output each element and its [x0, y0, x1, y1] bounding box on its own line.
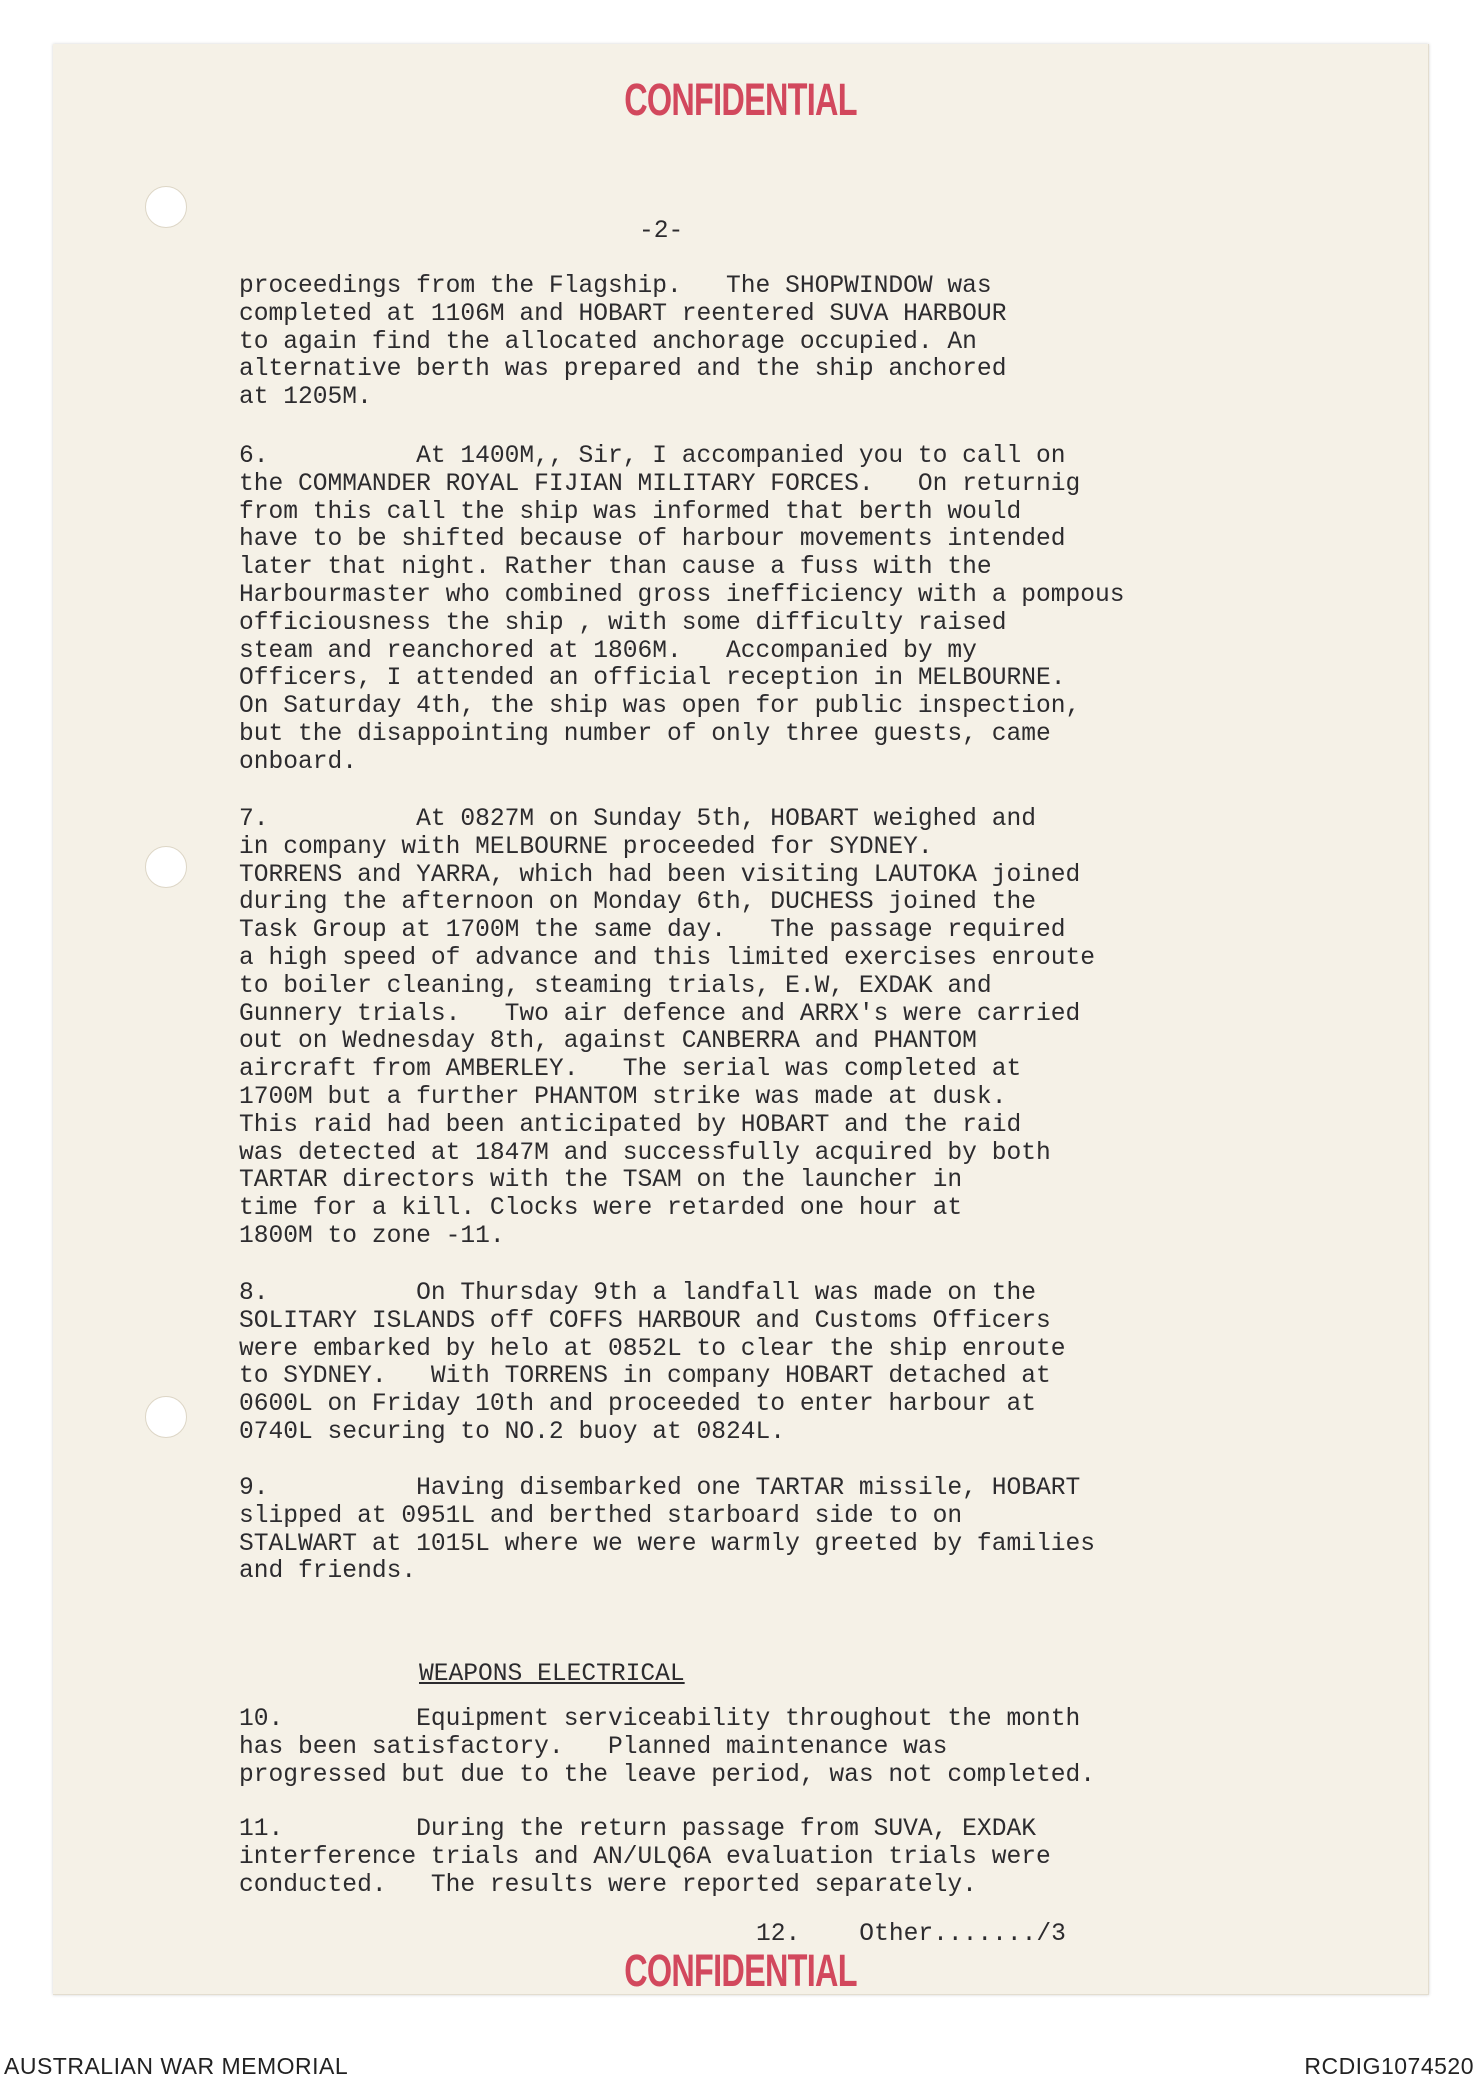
- paragraph-9: 9. Having disembarked one TARTAR missile, HOBART slipped at 0951L and berthed starboard side to on STALWART at 1015L where we were warmly greeted by families and friends.: [239, 1475, 1096, 1586]
- page-number: -2-: [639, 218, 684, 245]
- paragraph-7: 7. At 0827M on Sunday 5th, HOBART weighed and in company with MELBOURNE proceeded for SYDNEY. TORRENS and YARRA, which had been visiting LAUTOKA joined during the afternoon on Monday 6th, DUCHESS joined the Task Group at 1700M the same day. The passage required a high speed of advance and this limited exercises enroute to boiler cleaning, steaming trials, E.W, EXDAK and Gunnery trials. Two air defence and ARRX's were carried out on Wednesday 8th, against CANBERRA and PHANTOM aircraft from AMBERLEY. The serial was completed at 1700M but a further PHANTOM strike was made at dusk. This raid had been anticipated by HOBART and the raid was detected at 1847M and successfully acquired by both TARTAR directors with the TSAM on the launcher in time for a kill. Clocks were retarded one hour at 1800M to zone -11.: [239, 806, 1096, 1250]
- paragraph-8: 8. On Thursday 9th a landfall was made on the SOLITARY ISLANDS off COFFS HARBOUR and Customs Officers were embarked by helo at 0852L to clear the ship enroute to SYDNEY. With TORRENS in company HOBART detached at 0600L on Friday 10th and proceeded to enter harbour at 0740L securing to NO.2 buoy at 0824L.: [239, 1280, 1066, 1446]
- confidential-stamp-bottom: CONFIDENTIAL: [624, 1945, 857, 1996]
- paragraph-6: 6. At 1400M,, Sir, I accompanied you to call on the COMMANDER ROYAL FIJIAN MILITARY FORCES. On returnig from this call the ship was informed that berth would have to be shifted because of harbour movements intended later that night. Rather than cause a fuss with the Harbourmaster who combined gross inefficiency with a pompous officiousness the ship , with some difficulty raised steam and reanchored at 1806M. Accompanied by my Officers, I attended an official reception in MELBOURNE. On Saturday 4th, the ship was open for public inspection, but the disappointing number of only three guests, came onboard.: [239, 443, 1125, 776]
- archive-id: RCDIG1074520: [1304, 2053, 1474, 2079]
- paragraph-10: 10. Equipment serviceability throughout the month has been satisfactory. Planned maintenance was progressed but due to the leave period, was not completed.: [239, 1706, 1096, 1789]
- paragraph-11: 11. During the return passage from SUVA, EXDAK interference trials and AN/ULQ6A evaluation trials were conducted. The results were reported separately.: [239, 1816, 1051, 1899]
- punch-hole: [145, 846, 187, 888]
- confidential-stamp-top: CONFIDENTIAL: [624, 74, 857, 125]
- continuation-reference: 12. Other......./3: [756, 1921, 1066, 1948]
- punch-hole: [145, 186, 187, 228]
- section-heading: WEAPONS ELECTRICAL: [419, 1661, 685, 1688]
- paragraph-continuation: proceedings from the Flagship. The SHOPWINDOW was completed at 1106M and HOBART reentered SUVA HARBOUR to again find the allocated anchorage occupied. An alternative berth was prepared and the ship anchored at 1205M.: [239, 273, 1007, 412]
- punch-hole: [145, 1396, 187, 1438]
- document-page: [53, 44, 1429, 1995]
- archive-credit: AUSTRALIAN WAR MEMORIAL: [4, 2053, 349, 2079]
